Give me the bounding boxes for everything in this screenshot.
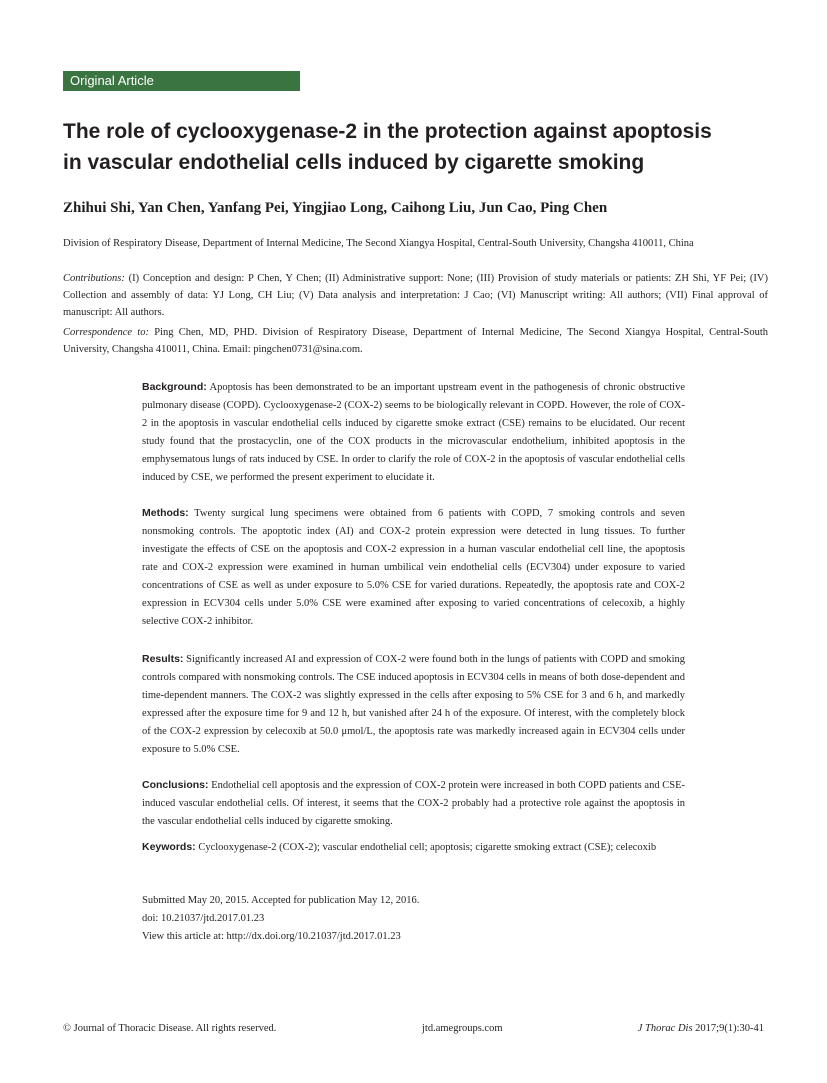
affiliation: Division of Respiratory Disease, Department of Internal Medicine, The Second Xiangya Hospital, Central-South University, Changsha 410011, China [63,238,694,249]
author-list: Zhihui Shi, Yan Chen, Yanfang Pei, Yingjiao Long, Caihong Liu, Jun Cao, Ping Chen [63,200,608,216]
methods-text: Twenty surgical lung specimens were obtained from 6 patients with COPD, 7 smoking controls and seven nonsmoking controls. The apoptotic index (AI) and COX-2 protein expression were detected in lung tissues. To further investigate the effects of CSE on the apoptosis and COX-2 expression in a human vascular endothelial cell line, the apoptosis rate and COX-2 expression were examined in human umbilical vein endothelial cells (ECV304) under exposure to varied concentrations of CSE as well as under exposure to 5.0% CSE for varied durations. Repeatedly, the apoptosis rate and COX-2 expression in ECV304 cells under 5.0% CSE were examined after exposing to varied concentrations of celecoxib, a highly selective COX-2 inhibitor. [142,508,685,627]
footer-website[interactable]: jtd.amegroups.com [422,1023,503,1034]
footer-journal: J Thorac Dis [637,1023,693,1034]
methods-label: Methods: [142,507,189,519]
doi: doi: 10.21037/jtd.2017.01.23 [142,913,265,924]
contributions-text: (I) Conception and design: P Chen, Y Chen; (II) Administrative support: None; (III) Provision of study materials or patients: ZH Shi, YF Pei; (IV) Collection and assembly of data: YJ Long, CH Liu; (V) Data analysis and interpretation: J Cao; (VI) Manuscript writing: All authors; (VII) Final approval of manuscript: All authors. [63,273,768,318]
contributions-label: Contributions: [63,273,125,284]
abstract-background [142,378,685,487]
abstract-results [142,650,685,759]
conclusions-text: Endothelial cell apoptosis and the expression of COX-2 protein were increased in both COPD patients and CSE-induced vascular endothelial cells. Of interest, it seems that the COX-2 probably had a protective role against the apoptosis in the vascular endothelial cells induced by cigarette smoking. [142,780,685,827]
background-text: Apoptosis has been demonstrated to be an important upstream event in the pathogenesis of chronic obstructive pulmonary disease (COPD). Cyclooxygenase-2 (COX-2) seems to be biologically relevant in COPD. However, the role of COX-2 in the apoptosis in vascular endothelial cells induced by cigarette smoke extract (CSE) remains to be elucidated. Our recent study found that the prostacyclin, one of the COX products in the microvascular endothelium, inhibited apoptosis in the emphysematous lungs of rats induced by CSE. In order to clarify the role of COX-2 in the apoptosis of vascular endothelial cells induced by CSE, we performed the present experiment to elucidate it. [142,382,685,483]
footer-citation [638,1022,764,1036]
article-title-line-2: in vascular endothelial cells induced by cigarette smoking [63,151,645,174]
correspondence-text: Ping Chen, MD, PHD. Division of Respiratory Disease, Department of Internal Medicine, The Second Xiangya Hospital, Central-South University, Changsha 410011, China. Email: pingchen0731@sina.com. [63,327,768,355]
article-title [63,116,783,178]
article-title-line-1: The role of cyclooxygenase-2 in the protection against apoptosis [63,120,712,143]
contributions [63,270,768,321]
results-text: Significantly increased AI and expression of COX-2 were found both in the lungs of patients with COPD and smoking controls compared with nonsmoking controls. The CSE induced apoptosis in ECV304 cells in means of both dose-dependent and time-dependent manners. The COX-2 was slightly expressed in the cells after exposing to 5% CSE for 3 and 6 h, and markedly expressed after the exposure time for 9 and 12 h, but vanished after 24 h of the exposure. Of interest, with the completely block of the COX-2 expression by celecoxib at 50.0 μmol/L, the apoptosis rate was markedly increased again in ECV304 cells under exposure to 5.0% CSE. [142,654,685,755]
correspondence [63,324,768,358]
conclusions-label: Conclusions: [142,779,209,791]
abstract-conclusions [142,776,685,831]
article-type-badge: Original Article [63,71,300,91]
background-label: Background: [142,381,207,393]
correspondence-label: Correspondence to: [63,327,149,338]
footer-copyright: © Journal of Thoracic Disease. All rights reserved. [63,1023,277,1034]
results-label: Results: [142,653,184,665]
abstract-methods [142,504,685,631]
keywords-text: Cyclooxygenase-2 (COX-2); vascular endothelial cell; apoptosis; cigarette smoking extract (CSE); celecoxib [195,842,657,853]
keywords [142,838,685,857]
footer-volume: 2017;9(1):30-41 [692,1023,764,1034]
keywords-label: Keywords: [142,841,196,853]
submission-dates: Submitted May 20, 2015. Accepted for publication May 12, 2016. [142,895,420,906]
article-link[interactable]: View this article at: http://dx.doi.org/10.21037/jtd.2017.01.23 [142,931,401,942]
